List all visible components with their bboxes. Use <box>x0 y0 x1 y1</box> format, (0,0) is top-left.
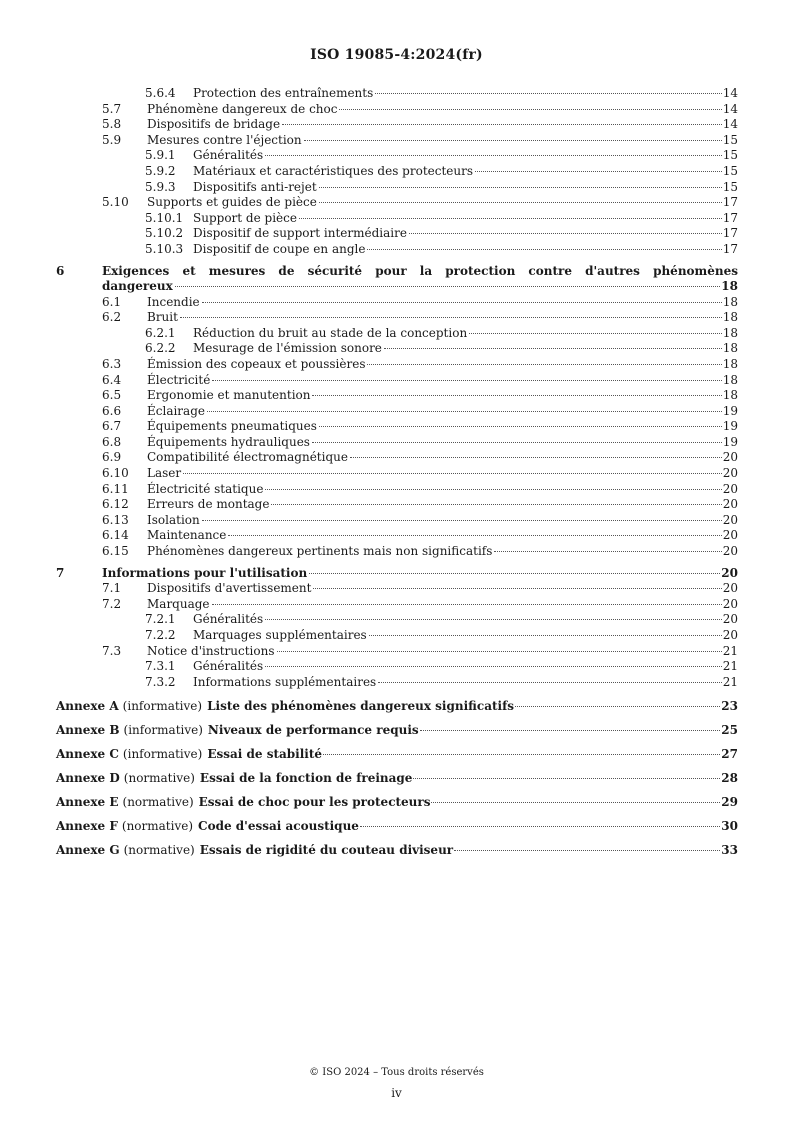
dot-leader <box>367 249 721 250</box>
toc-entry-page: 20 <box>722 512 738 527</box>
toc-entry-title: Électricité statique <box>147 481 264 496</box>
toc-entry-title: Dispositif de support intermédiaire <box>193 226 407 241</box>
toc-entry-number: 6.1 <box>102 294 122 309</box>
dot-leader <box>212 604 722 605</box>
annex-page: 29 <box>721 795 738 810</box>
toc-entry-title-row <box>147 373 738 389</box>
toc-entry-number: 5.6.4 <box>145 86 176 100</box>
toc-entry[interactable] <box>56 357 738 373</box>
toc-entry-page: 18 <box>722 372 738 387</box>
toc-entry-page: 20 <box>722 528 738 543</box>
dot-leader <box>309 573 720 574</box>
toc-entry-page: 20 <box>722 612 738 627</box>
toc-entry[interactable] <box>56 659 738 675</box>
dot-leader <box>515 706 720 707</box>
toc-entry-page: 18 <box>722 294 738 309</box>
toc-entry-title: Émission des copeaux et poussières <box>147 356 366 371</box>
toc-entry-title: Dispositif de coupe en angle <box>193 241 366 256</box>
dot-leader <box>277 651 722 652</box>
table-of-contents <box>56 86 738 858</box>
toc-entry-title: Éclairage <box>147 403 205 418</box>
dot-leader <box>360 826 720 827</box>
annex-kind: (normative) <box>121 819 194 834</box>
toc-entry-title: Marquage <box>147 596 210 611</box>
toc-entry-title-row <box>147 644 738 660</box>
toc-entry[interactable] <box>56 295 738 311</box>
toc-entry-number: 6.2 <box>102 310 122 325</box>
toc-entry-number: 7 <box>56 565 65 580</box>
dot-leader <box>304 140 722 141</box>
dot-leader <box>378 682 722 683</box>
toc-entry-number: 5.8 <box>102 117 122 132</box>
toc-entry-page: 14 <box>722 86 738 100</box>
toc-entry-title-row <box>147 419 738 435</box>
toc-entry-number: 7.1 <box>102 581 122 596</box>
toc-entry-page: 20 <box>722 450 738 465</box>
toc-entry-title: Protection des entraînements <box>193 86 374 100</box>
toc-entry-number: 6.8 <box>102 434 122 449</box>
toc-entry-title: Dispositifs de bridage <box>147 117 281 132</box>
dot-leader <box>313 588 721 589</box>
toc-entry-number: 6.7 <box>102 419 122 434</box>
dot-leader <box>312 442 722 443</box>
dot-leader <box>265 619 722 620</box>
dot-leader <box>207 411 722 412</box>
dot-leader <box>475 171 722 172</box>
toc-entry-number: 7.3.2 <box>145 674 176 689</box>
dot-leader <box>265 155 722 156</box>
dot-leader <box>212 380 721 381</box>
toc-entry-title-row <box>193 612 738 628</box>
toc-entry-title-row <box>147 388 738 404</box>
dot-leader <box>413 778 720 779</box>
toc-entry-title-row <box>193 326 738 342</box>
toc-entry-page: 20 <box>722 544 738 559</box>
toc-entry-page: 21 <box>722 674 738 689</box>
annex-page: 27 <box>721 747 738 762</box>
toc-entry-page: 15 <box>722 132 738 147</box>
toc-entry[interactable] <box>56 164 738 180</box>
toc-entry-title: Isolation <box>147 512 200 527</box>
dot-leader <box>202 520 722 521</box>
dot-leader <box>375 93 721 94</box>
toc-entry-title-row <box>147 544 738 560</box>
copyright-footer: © ISO 2024 – Tous droits réservés <box>309 1067 484 1078</box>
toc-entry-title: Matériaux et caractéristiques des protecteurs <box>193 163 474 178</box>
toc-entry-title-row <box>147 295 738 311</box>
annex-kind: (informative) <box>122 699 203 714</box>
toc-entry[interactable] <box>56 86 738 102</box>
toc-entry[interactable] <box>56 117 738 133</box>
toc-entry-page: 20 <box>722 581 738 596</box>
toc-entry-page: 18 <box>722 388 738 403</box>
toc-entry-title: Marquages supplémentaires <box>193 628 367 642</box>
dot-leader <box>367 364 721 365</box>
toc-entry-title-row <box>193 86 738 102</box>
toc-entry-title-row <box>147 597 738 613</box>
toc-annex-row <box>56 818 738 834</box>
annex-title: Essai de choc pour les protecteurs <box>198 795 431 810</box>
toc-entry-number: 5.9.1 <box>145 148 176 163</box>
toc-annex-entry[interactable] <box>56 842 738 858</box>
dot-leader <box>299 218 722 219</box>
dot-leader <box>409 233 722 234</box>
toc-entry-title: Incendie <box>147 294 200 309</box>
toc-entry[interactable] <box>56 566 738 582</box>
toc-entry-number: 6 <box>56 263 65 278</box>
dot-leader <box>319 202 722 203</box>
toc-entry-title: Généralités <box>193 659 264 674</box>
dot-leader <box>369 635 722 636</box>
toc-entry-title-row <box>147 133 738 149</box>
toc-entry-page: 14 <box>722 101 738 116</box>
annex-page: 30 <box>721 819 738 834</box>
dot-leader <box>323 754 720 755</box>
annex-page: 23 <box>721 699 738 714</box>
toc-entry-title-row <box>193 341 738 357</box>
annex-kind: (normative) <box>123 843 195 858</box>
toc-entry-page: 17 <box>722 210 738 225</box>
toc-entry-title-row <box>193 164 738 180</box>
toc-entry-page: 20 <box>722 497 738 512</box>
toc-entry-number: 5.7 <box>102 101 122 116</box>
toc-annex-row <box>56 794 738 810</box>
annex-title: Liste des phénomènes dangereux significatifs <box>207 699 514 714</box>
toc-entry[interactable] <box>56 497 738 513</box>
toc-entry-number: 6.4 <box>102 372 122 387</box>
toc-entry[interactable] <box>56 597 738 613</box>
toc-entry-page: 21 <box>722 643 738 658</box>
annex-label: Annexe A <box>56 699 119 714</box>
toc-annex-entry[interactable] <box>56 770 738 786</box>
toc-entry-title: Réduction du bruit au stade de la conception <box>193 325 468 340</box>
toc-entry-number: 6.14 <box>102 528 129 543</box>
toc-entry[interactable] <box>56 528 738 544</box>
toc-entry-title: Supports et guides de pièce <box>147 195 317 210</box>
toc-entry-title-row <box>193 628 738 644</box>
toc-annex-row <box>56 722 738 738</box>
toc-entry-title-row <box>147 102 738 118</box>
toc-entry[interactable] <box>56 404 738 420</box>
dot-leader <box>183 473 722 474</box>
toc-entry-title-row <box>147 466 738 482</box>
toc-entry-number: 7.2 <box>102 596 122 611</box>
annex-label: Annexe E <box>56 795 119 810</box>
toc-entry[interactable] <box>56 581 738 597</box>
toc-entry-page: 17 <box>722 241 738 256</box>
toc-entry-title: Équipements hydrauliques <box>147 434 310 449</box>
toc-entry-title-row <box>147 357 738 373</box>
toc-entry[interactable] <box>56 242 738 258</box>
toc-annex-entry[interactable] <box>56 746 738 762</box>
toc-entry[interactable] <box>56 612 738 628</box>
toc-entry-title-row <box>147 482 738 498</box>
toc-entry-title: Notice d'instructions <box>147 643 275 658</box>
toc-entry-page: 18 <box>721 279 738 294</box>
toc-entry-title: Généralités <box>193 612 264 627</box>
toc-entry[interactable] <box>56 435 738 451</box>
annex-label: Annexe C <box>56 747 119 762</box>
toc-entry-number: 5.10.2 <box>145 226 184 241</box>
toc-entry-title: Informations pour l'utilisation <box>102 565 308 580</box>
toc-entry-title: Compatibilité électromagnétique <box>147 450 348 465</box>
toc-entry-title-row <box>193 659 738 675</box>
toc-entry[interactable] <box>56 102 738 118</box>
toc-entry-number: 5.10.3 <box>145 241 184 256</box>
toc-entry-title: Bruit <box>147 310 178 325</box>
toc-entry-number: 7.2.2 <box>145 628 176 642</box>
toc-entry[interactable] <box>56 148 738 164</box>
dot-leader <box>350 457 722 458</box>
toc-entry-page: 18 <box>722 325 738 340</box>
annex-label: Annexe B <box>56 723 120 738</box>
toc-entry-number: 7.3.1 <box>145 659 176 674</box>
dot-leader <box>339 109 721 110</box>
toc-entry-title: Ergonomie et manutention <box>147 388 311 403</box>
toc-entry-page: 15 <box>722 179 738 194</box>
toc-entry-title-row <box>147 310 738 326</box>
toc-entry[interactable] <box>56 373 738 389</box>
toc-entry-title: Mesurage de l'émission sonore <box>193 341 382 356</box>
document-header: ISO 19085-4:2024(fr) <box>310 47 483 63</box>
dot-leader <box>175 286 721 287</box>
toc-entry-page: 18 <box>722 310 738 325</box>
toc-entry[interactable] <box>56 419 738 435</box>
toc-entry[interactable] <box>56 644 738 660</box>
toc-entry[interactable] <box>56 544 738 560</box>
annex-page: 28 <box>721 771 738 786</box>
toc-entry-number: 7.2.1 <box>145 612 176 627</box>
toc-entry-title-row <box>102 566 738 582</box>
toc-entry[interactable] <box>56 310 738 326</box>
toc-annex-entry[interactable] <box>56 722 738 738</box>
toc-annex-row <box>56 746 738 762</box>
toc-entry-number: 5.9.2 <box>145 163 176 178</box>
toc-entry-title-row <box>147 195 738 211</box>
toc-entry-page: 21 <box>722 659 738 674</box>
dot-leader <box>265 489 721 490</box>
toc-entry-title: Dispositifs d'avertissement <box>147 581 312 596</box>
toc-entry-title: Phénomène dangereux de choc <box>147 101 338 116</box>
toc-annex-entry[interactable] <box>56 818 738 834</box>
toc-entry-title-row <box>147 117 738 133</box>
toc-entry-title: Mesures contre l'éjection <box>147 132 302 147</box>
annex-label: Annexe F <box>56 819 118 834</box>
toc-entry-title: Laser <box>147 466 182 481</box>
toc-entry-number: 6.11 <box>102 481 129 496</box>
dot-leader <box>454 850 720 851</box>
toc-entry[interactable] <box>56 341 738 357</box>
toc-entry-title: Informations supplémentaires <box>193 674 377 689</box>
toc-entry-page: 20 <box>722 628 738 642</box>
annex-kind: (informative) <box>123 723 203 738</box>
toc-annex-row <box>56 842 738 858</box>
toc-entry-title-row <box>147 404 738 420</box>
toc-entry-title: Équipements pneumatiques <box>147 419 317 434</box>
dot-leader <box>420 730 721 731</box>
toc-entry-title-row <box>147 435 738 451</box>
toc-entry-number: 6.12 <box>102 497 129 512</box>
annex-title: Niveaux de performance requis <box>207 723 419 738</box>
dot-leader <box>180 317 722 318</box>
dot-leader <box>312 395 721 396</box>
toc-annex-entry[interactable] <box>56 794 738 810</box>
dot-leader <box>319 187 722 188</box>
annex-kind: (normative) <box>123 771 195 786</box>
toc-entry-page: 15 <box>722 163 738 178</box>
dot-leader <box>228 535 721 536</box>
toc-entry-title-row <box>193 148 738 164</box>
toc-entry-number: 6.6 <box>102 403 122 418</box>
toc-entry-page: 19 <box>722 419 738 434</box>
toc-entry-number: 6.5 <box>102 388 122 403</box>
toc-entry[interactable] <box>56 513 738 529</box>
dot-leader <box>319 426 722 427</box>
toc-entry-number: 6.3 <box>102 356 122 371</box>
dot-leader <box>469 333 722 334</box>
toc-entry-title: Généralités <box>193 148 264 163</box>
annex-page: 25 <box>721 723 738 738</box>
toc-entry-page: 17 <box>722 226 738 241</box>
toc-entry-title-row <box>147 450 738 466</box>
toc-entry-title-row <box>193 226 738 242</box>
toc-entry-title-row <box>193 180 738 196</box>
annex-title: Essai de la fonction de freinage <box>199 771 413 786</box>
toc-entry-title-row <box>147 528 738 544</box>
toc-entry[interactable] <box>56 133 738 149</box>
dot-leader <box>265 666 722 667</box>
toc-entry-page: 19 <box>722 403 738 418</box>
toc-entry-title: dangereux <box>102 279 173 294</box>
toc-entry-page: 18 <box>722 341 738 356</box>
toc-entry-number: 6.2.2 <box>145 341 176 356</box>
toc-entry[interactable] <box>56 628 738 644</box>
toc-entry-number: 6.13 <box>102 512 129 527</box>
annex-title: Essais de rigidité du couteau diviseur <box>199 843 454 858</box>
toc-entry-title-line1: Exigences et mesures de sécurité pour la protection contre d'autres phénomènes <box>102 263 738 278</box>
toc-entry-page: 17 <box>722 195 738 210</box>
dot-leader <box>271 504 721 505</box>
toc-entry[interactable] <box>56 388 738 404</box>
toc-entry-title: Erreurs de montage <box>147 497 270 512</box>
toc-entry-page: 19 <box>722 434 738 449</box>
toc-annex-entry[interactable] <box>56 698 738 714</box>
dot-leader <box>282 124 722 125</box>
toc-entry-page: 18 <box>722 356 738 371</box>
toc-entry-title-row <box>147 497 738 513</box>
toc-entry[interactable] <box>56 482 738 498</box>
toc-entry-number: 5.10.1 <box>145 210 184 225</box>
toc-entry[interactable] <box>56 180 738 196</box>
toc-entry-page: 20 <box>722 596 738 611</box>
toc-entry[interactable] <box>56 264 738 295</box>
toc-entry-page: 14 <box>722 117 738 132</box>
toc-entry-title: Dispositifs anti-rejet <box>193 179 317 194</box>
toc-entry-number: 7.3 <box>102 643 122 658</box>
toc-entry-page: 20 <box>722 466 738 481</box>
dot-leader <box>494 551 721 552</box>
toc-entry-number: 6.2.1 <box>145 325 176 340</box>
toc-entry-title: Maintenance <box>147 528 227 543</box>
toc-entry[interactable] <box>56 326 738 342</box>
toc-entry-page: 20 <box>722 481 738 496</box>
toc-annex-row <box>56 698 738 714</box>
annex-label: Annexe G <box>56 843 120 858</box>
dot-leader <box>202 302 722 303</box>
toc-entry-title-row <box>193 242 738 258</box>
annex-kind: (informative) <box>122 747 203 762</box>
toc-entry[interactable] <box>56 195 738 211</box>
toc-entry-number: 5.9.3 <box>145 179 176 194</box>
annex-title: Code d'essai acoustique <box>198 819 359 834</box>
toc-entry[interactable] <box>56 450 738 466</box>
toc-entry[interactable] <box>56 211 738 227</box>
toc-entry-number: 6.10 <box>102 466 129 481</box>
toc-entry[interactable] <box>56 226 738 242</box>
annex-label: Annexe D <box>56 771 120 786</box>
annex-title: Essai de stabilité <box>207 747 323 762</box>
toc-entry-title-row <box>102 279 738 295</box>
toc-entry[interactable] <box>56 466 738 482</box>
dot-leader <box>384 348 722 349</box>
toc-entry-title: Support de pièce <box>193 210 297 225</box>
toc-entry-page: 20 <box>721 565 738 580</box>
toc-entry-number: 5.9 <box>102 132 122 147</box>
toc-entry-title: Phénomènes dangereux pertinents mais non significatifs <box>147 544 493 559</box>
toc-entry-title-row <box>193 675 738 691</box>
annex-page: 33 <box>721 843 738 858</box>
annex-kind: (normative) <box>122 795 194 810</box>
toc-entry-page: 15 <box>722 148 738 163</box>
toc-annex-row <box>56 770 738 786</box>
toc-entry-title-row <box>193 211 738 227</box>
toc-entry-number: 5.10 <box>102 195 129 210</box>
page-number: iv <box>391 1086 402 1100</box>
toc-entry-title-row <box>147 513 738 529</box>
dot-leader <box>431 802 720 803</box>
toc-entry-number: 6.15 <box>102 544 129 559</box>
toc-entry-title-row <box>147 581 738 597</box>
toc-entry[interactable] <box>56 675 738 691</box>
toc-entry-title: Électricité <box>147 372 211 387</box>
toc-entry-number: 6.9 <box>102 450 122 465</box>
